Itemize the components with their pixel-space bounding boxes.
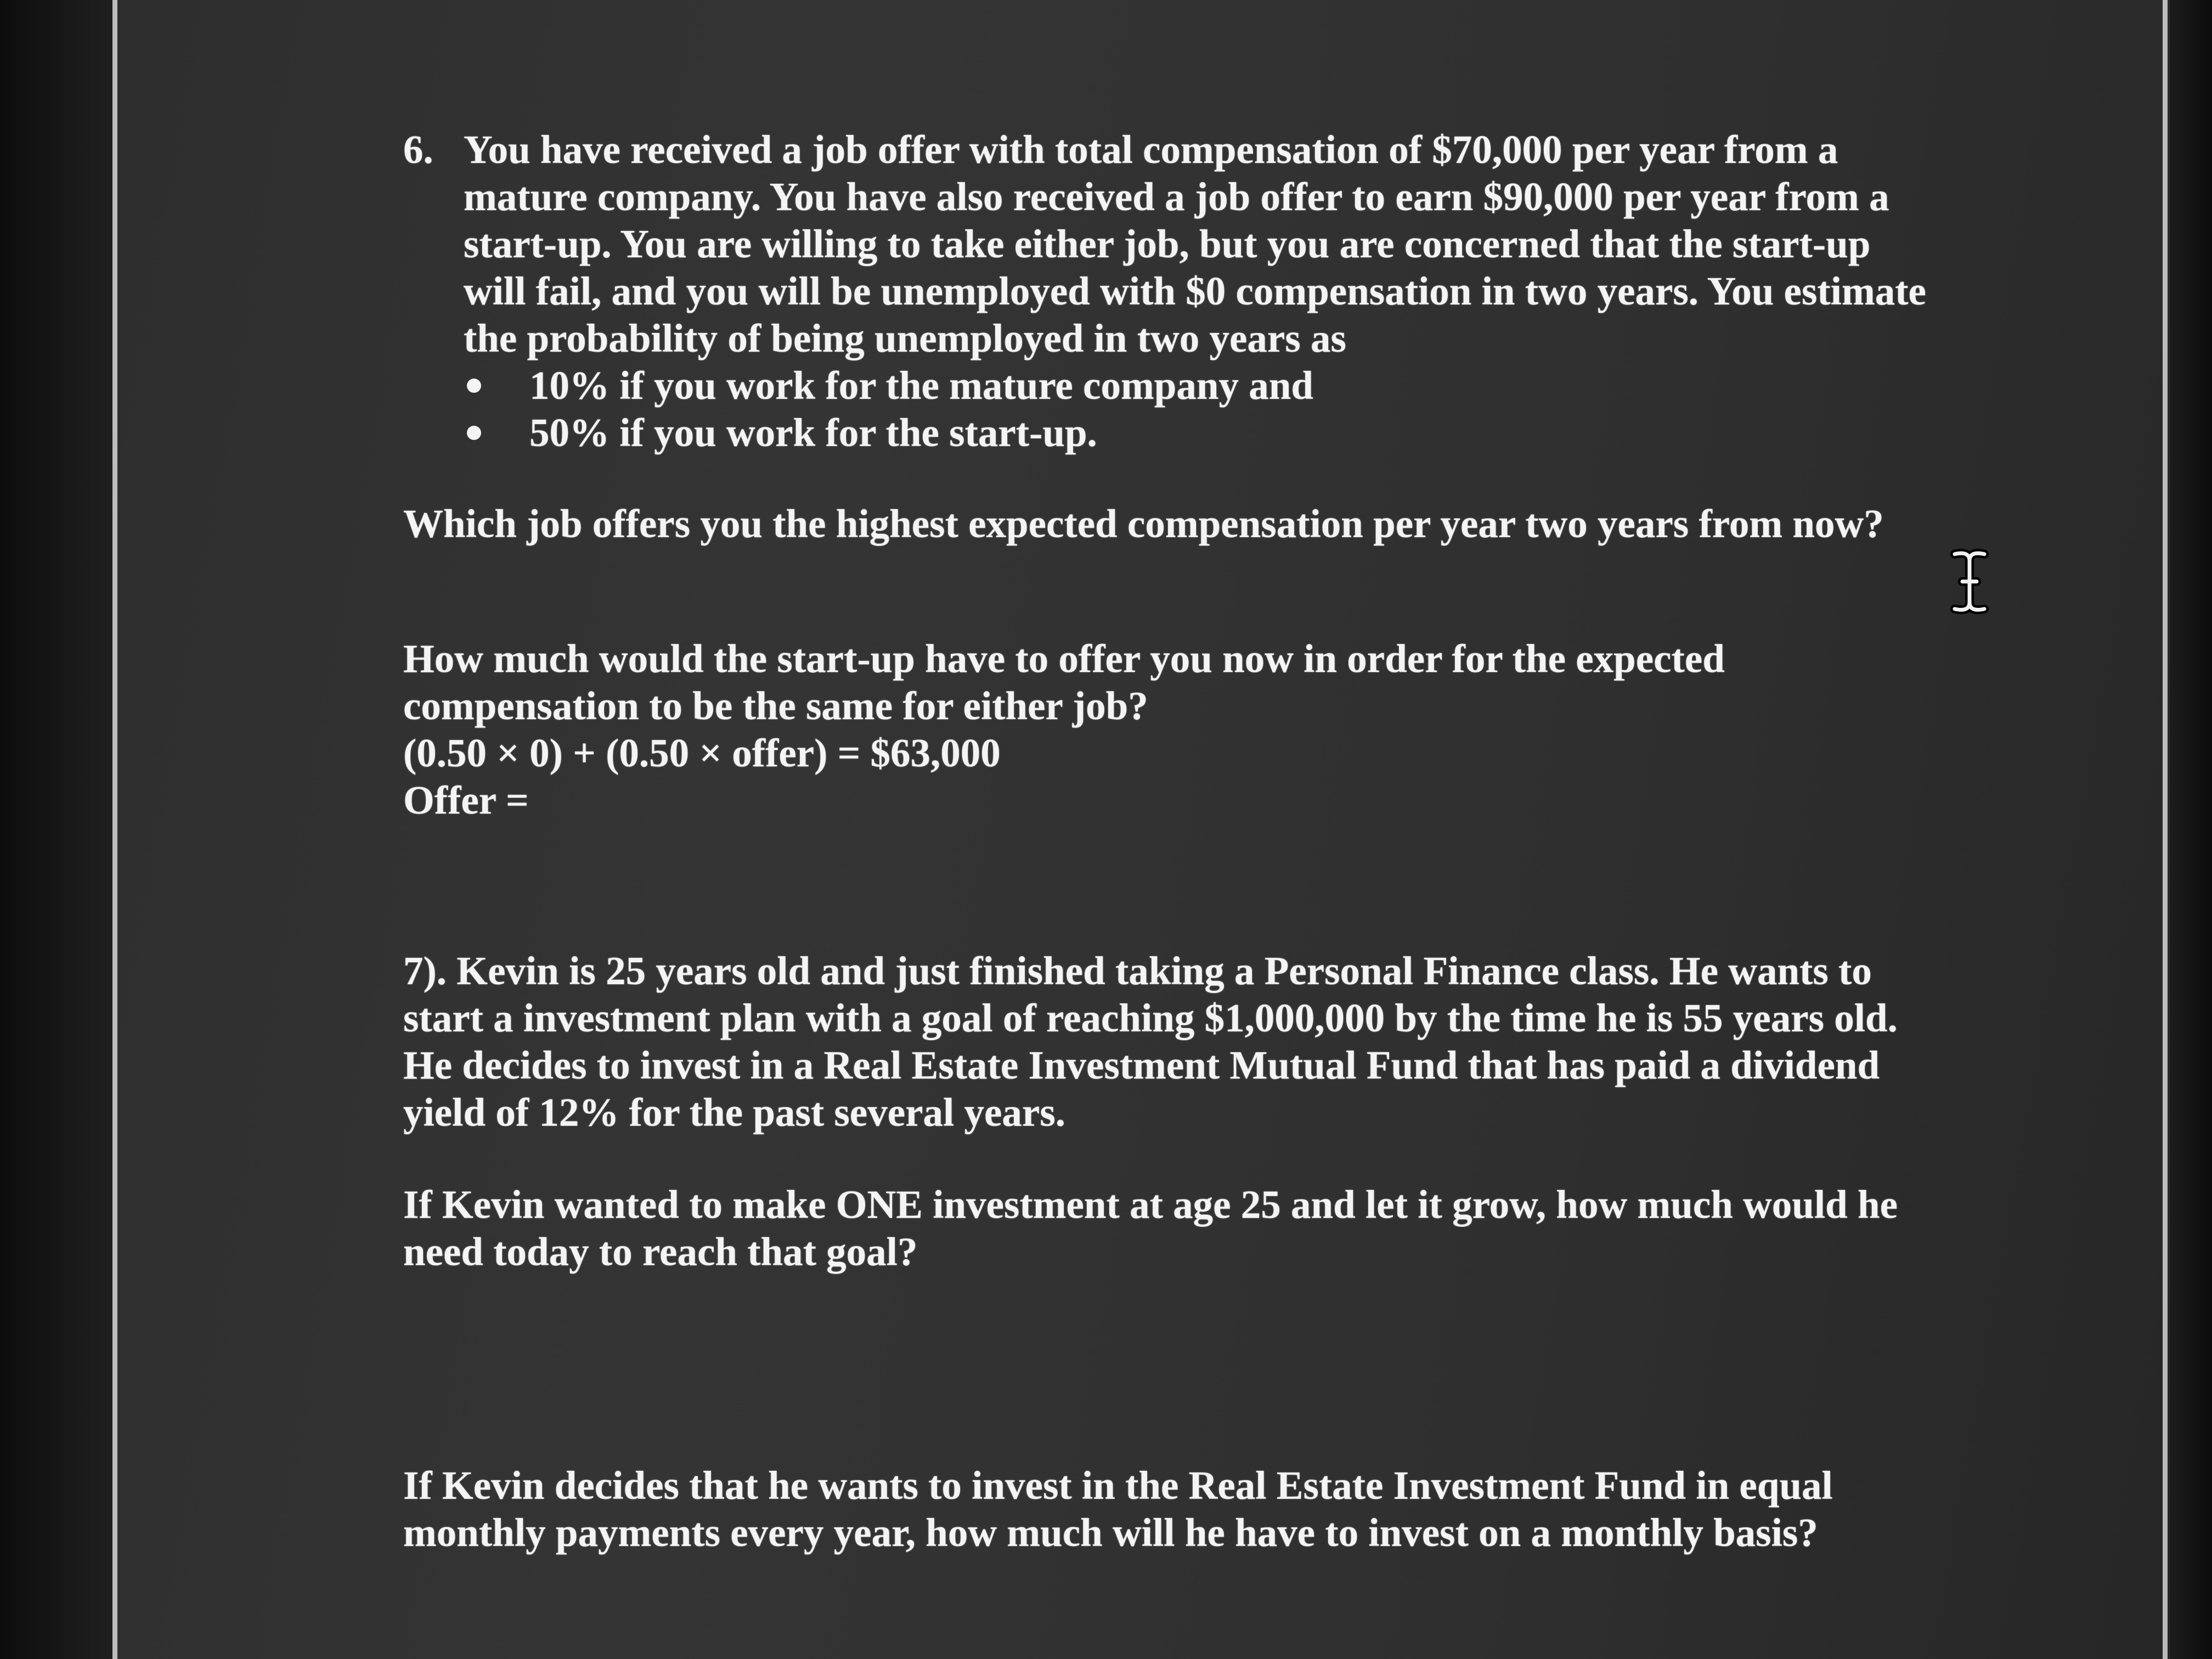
offer-answer-line: Offer = [403, 778, 529, 822]
question-7: 7). Kevin is 25 years old and just finished taking a Personal Finance class. He wants to start a investment plan with a goal of reaching $1,000,000 by the time he is 55 years old. He decides to invest in a Real Estate Investment Mutual Fund that has paid a dividend yield of 12% for the past several years. [403, 949, 1898, 1135]
question-6b: How much would the start-up have to offer you now in order for the expected compensation to be the same for either job? [403, 636, 1725, 728]
question-6a: Which job offers you the highest expected compensation per year two years from now? [403, 501, 1884, 546]
question-6 [403, 126, 1928, 456]
monitor-bezel-left [0, 0, 112, 1659]
question-7b: If Kevin decides that he wants to invest in the Real Estate Investment Fund in equal monthly payments every year, how much will he have to invest on a monthly basis? [403, 1463, 1833, 1555]
probability-list [464, 362, 1928, 456]
document-page[interactable] [403, 126, 1928, 1556]
question-6b-block [403, 635, 1928, 824]
page-border-right [2163, 0, 2168, 1659]
bullet-icon [467, 379, 481, 393]
list-item [464, 362, 1928, 409]
bullet-icon [467, 426, 481, 440]
list-item [464, 409, 1928, 456]
page-border-left [112, 0, 117, 1659]
bullet-text-startup: 50% if you work for the start-up. [529, 410, 1097, 455]
question-6-text: You have received a job offer with total compensation of $70,000 per year from a mature company. You have also received a job offer to earn $90,000 per year from a start-up. You are willing to take either job, but you are concerned that the start-up will fail, and you will be unemployed with $0 compensation in two years. You estimate the probability of being unemployed in two years as [464, 127, 1926, 360]
text-cursor-ibeam-icon [1950, 549, 1989, 614]
question-7a: If Kevin wanted to make ONE investment at age 25 and let it grow, how much would he need today to reach that goal? [403, 1182, 1898, 1274]
question-6-body [464, 126, 1928, 456]
bullet-text-mature: 10% if you work for the mature company and [529, 363, 1313, 408]
monitor-bezel-right [2170, 0, 2212, 1659]
equation: (0.50 × 0) + (0.50 × offer) = $63,000 [403, 731, 1001, 775]
question-6-number: 6. [403, 127, 433, 172]
